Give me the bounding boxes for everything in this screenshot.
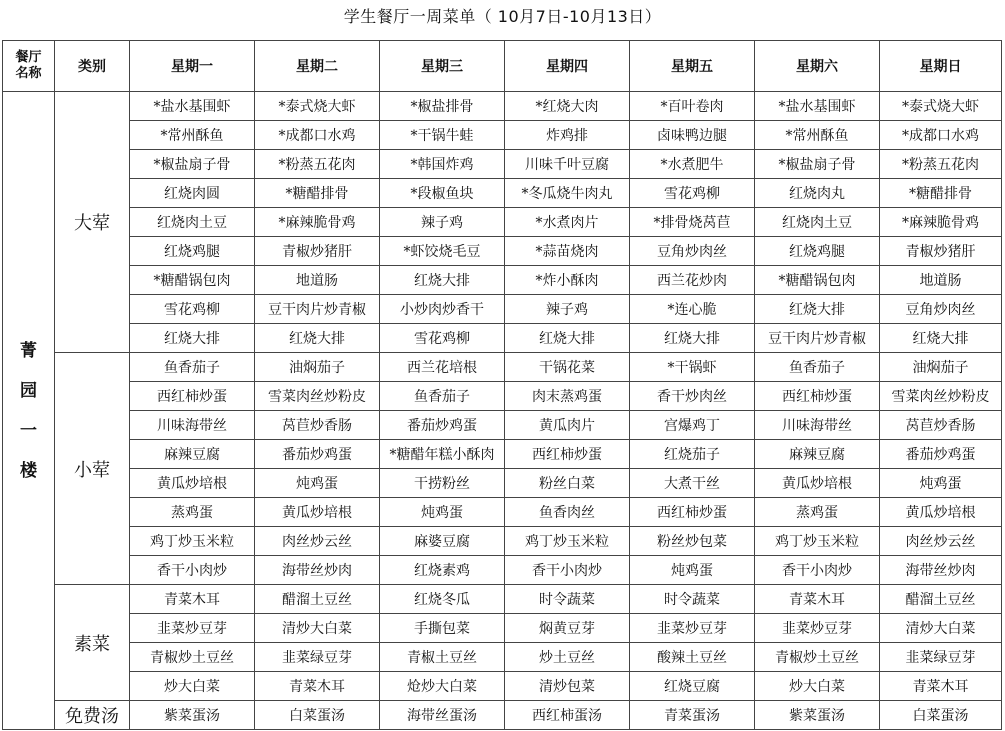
dish-cell: 雪花鸡柳 [630,179,755,208]
table-row [3,672,1002,701]
table-row [3,614,1002,643]
header-restaurant [3,41,55,92]
dish-cell: *水煮肉片 [505,208,630,237]
dish-cell: 紫菜蛋汤 [130,701,255,730]
table-row [3,266,1002,295]
dish-cell: 黄瓜炒培根 [130,469,255,498]
dish-cell: *干锅牛蛙 [380,121,505,150]
table-row [3,701,1002,730]
dish-cell: 豆角炒肉丝 [880,295,1002,324]
page-title: 学生餐厅一周菜单（ 10月7日-10月13日） [343,7,662,26]
dish-cell: *糖醋锅包肉 [130,266,255,295]
dish-cell: *虾饺烧毛豆 [380,237,505,266]
table-row [3,92,1002,121]
dish-cell: 卤味鸭边腿 [630,121,755,150]
dish-cell: *排骨烧莴苣 [630,208,755,237]
dish-cell: 油焖茄子 [880,353,1002,382]
table-row [3,353,1002,382]
dish-cell: 鸡丁炒玉米粒 [130,527,255,556]
dish-cell: 蒸鸡蛋 [755,498,880,527]
dish-cell: 粉丝白菜 [505,469,630,498]
dish-cell: 辣子鸡 [380,208,505,237]
header-day-mon: 星期一 [130,41,255,92]
dish-cell: *连心脆 [630,295,755,324]
dish-cell: 韭菜绿豆芽 [880,643,1002,672]
header-day-fri: 星期五 [630,41,755,92]
dish-cell: 豆角炒肉丝 [630,237,755,266]
dish-cell: 豆干肉片炒青椒 [755,324,880,353]
table-row [3,121,1002,150]
dish-cell: 韭菜炒豆芽 [755,614,880,643]
dish-cell: 红烧大排 [880,324,1002,353]
dish-cell: 番茄炒鸡蛋 [880,440,1002,469]
dish-cell: 清炒包菜 [505,672,630,701]
dish-cell: 海带丝蛋汤 [380,701,505,730]
dish-cell: 鱼香茄子 [130,353,255,382]
dish-cell: 鱼香茄子 [755,353,880,382]
dish-cell: *水煮肥牛 [630,150,755,179]
dish-cell: *椒盐扇子骨 [755,150,880,179]
header-day-wed: 星期三 [380,41,505,92]
dish-cell: 炝炒大白菜 [380,672,505,701]
dish-cell: 香干小肉炒 [755,556,880,585]
dish-cell: 青菜木耳 [255,672,380,701]
dish-cell: 大煮干丝 [630,469,755,498]
dish-cell: 粉丝炒包菜 [630,527,755,556]
dish-cell: *干锅虾 [630,353,755,382]
dish-cell: 红烧大排 [380,266,505,295]
dish-cell: 炸鸡排 [505,121,630,150]
dish-cell: *椒盐排骨 [380,92,505,121]
dish-cell: 豆干肉片炒青椒 [255,295,380,324]
table-row [3,527,1002,556]
category-label: 素菜 [55,585,130,701]
dish-cell: 西红柿炒蛋 [130,382,255,411]
dish-cell: 干捞粉丝 [380,469,505,498]
weekly-menu-table [2,40,1002,730]
dish-cell: 肉丝炒云丝 [255,527,380,556]
dish-cell: 黄瓜炒培根 [255,498,380,527]
dish-cell: 川味海带丝 [130,411,255,440]
dish-cell: 青菜蛋汤 [630,701,755,730]
header-category: 类别 [55,41,130,92]
dish-cell: 红烧大排 [630,324,755,353]
dish-cell: 炖鸡蛋 [255,469,380,498]
dish-cell: 西红柿蛋汤 [505,701,630,730]
dish-cell: 香干炒肉丝 [630,382,755,411]
dish-cell: 海带丝炒肉 [255,556,380,585]
dish-cell: 鸡丁炒玉米粒 [505,527,630,556]
dish-cell: 红烧肉丸 [755,179,880,208]
header-day-thu: 星期四 [505,41,630,92]
dish-cell: *成都口水鸡 [255,121,380,150]
dish-cell: 西兰花炒肉 [630,266,755,295]
dish-cell: 炒土豆丝 [505,643,630,672]
dish-cell: *常州酥鱼 [130,121,255,150]
dish-cell: *糖醋锅包肉 [755,266,880,295]
dish-cell: 红烧素鸡 [380,556,505,585]
dish-cell: 时令蔬菜 [630,585,755,614]
dish-cell: 醋溜土豆丝 [880,585,1002,614]
dish-cell: *粉蒸五花肉 [880,150,1002,179]
header-restaurant-line: 餐厅 [15,50,42,65]
dish-cell: 韭菜绿豆芽 [255,643,380,672]
dish-cell: 黄瓜炒培根 [755,469,880,498]
dish-cell: *糖醋年糕小酥肉 [380,440,505,469]
dish-cell: 炖鸡蛋 [380,498,505,527]
table-row [3,556,1002,585]
header-row [3,41,1002,92]
dish-cell: 清炒大白菜 [255,614,380,643]
dish-cell: *椒盐扇子骨 [130,150,255,179]
header-day-sun: 星期日 [880,41,1002,92]
dish-cell: 黄瓜炒培根 [880,498,1002,527]
dish-cell: 鱼香茄子 [380,382,505,411]
dish-cell: 雪菜肉丝炒粉皮 [255,382,380,411]
dish-cell: *蒜苗烧肉 [505,237,630,266]
restaurant-name-char: 一 [20,420,37,441]
dish-cell: 手撕包菜 [380,614,505,643]
dish-cell: 宫爆鸡丁 [630,411,755,440]
restaurant-name-char: 菁 [20,340,37,361]
table-row [3,440,1002,469]
dish-cell: 海带丝炒肉 [880,556,1002,585]
dish-cell: 青椒炒土豆丝 [755,643,880,672]
table-row [3,643,1002,672]
dish-cell: 雪菜肉丝炒粉皮 [880,382,1002,411]
dish-cell: 青椒土豆丝 [380,643,505,672]
dish-cell: 莴苣炒香肠 [880,411,1002,440]
dish-cell: *百叶卷肉 [630,92,755,121]
dish-cell: 焖黄豆芽 [505,614,630,643]
dish-cell: 番茄炒鸡蛋 [255,440,380,469]
restaurant-name-char: 园 [20,380,37,401]
dish-cell: *泰式烧大虾 [880,92,1002,121]
dish-cell: *冬瓜烧牛肉丸 [505,179,630,208]
table-row [3,179,1002,208]
dish-cell: 红烧大排 [130,324,255,353]
dish-cell: 红烧茄子 [630,440,755,469]
dish-cell: 鸡丁炒玉米粒 [755,527,880,556]
dish-cell: 川味海带丝 [755,411,880,440]
dish-cell: 地道肠 [255,266,380,295]
dish-cell: *成都口水鸡 [880,121,1002,150]
dish-cell: 醋溜土豆丝 [255,585,380,614]
header-restaurant-line: 名称 [15,66,42,81]
table-row [3,295,1002,324]
dish-cell: 韭菜炒豆芽 [130,614,255,643]
dish-cell: 干锅花菜 [505,353,630,382]
dish-cell: 炒大白菜 [130,672,255,701]
dish-cell: 肉丝炒云丝 [880,527,1002,556]
category-label: 小荤 [55,353,130,585]
dish-cell: 红烧大排 [255,324,380,353]
table-row [3,585,1002,614]
header-day-tue: 星期二 [255,41,380,92]
dish-cell: 香干小肉炒 [130,556,255,585]
category-label: 免费汤 [55,701,130,730]
dish-cell: 炖鸡蛋 [880,469,1002,498]
dish-cell: 红烧肉圆 [130,179,255,208]
dish-cell: *糖醋排骨 [880,179,1002,208]
dish-cell: 油焖茄子 [255,353,380,382]
dish-cell: 麻婆豆腐 [380,527,505,556]
dish-cell: *粉蒸五花肉 [255,150,380,179]
dish-cell: 香干小肉炒 [505,556,630,585]
dish-cell: 小炒肉炒香干 [380,295,505,324]
table-row [3,208,1002,237]
dish-cell: *糖醋排骨 [255,179,380,208]
dish-cell: 红烧肉土豆 [130,208,255,237]
dish-cell: 蒸鸡蛋 [130,498,255,527]
table-row [3,150,1002,179]
dish-cell: 青椒炒猪肝 [880,237,1002,266]
dish-cell: 炖鸡蛋 [630,556,755,585]
dish-cell: 鱼香肉丝 [505,498,630,527]
dish-cell: *麻辣脆骨鸡 [255,208,380,237]
dish-cell: 红烧鸡腿 [755,237,880,266]
menu-body [3,92,1002,730]
dish-cell: 酸辣土豆丝 [630,643,755,672]
table-row [3,469,1002,498]
dish-cell: *段椒鱼块 [380,179,505,208]
dish-cell: *红烧大肉 [505,92,630,121]
dish-cell: 炒大白菜 [755,672,880,701]
dish-cell: 雪花鸡柳 [380,324,505,353]
dish-cell: 清炒大白菜 [880,614,1002,643]
dish-cell: 西红柿炒蛋 [630,498,755,527]
restaurant-name [3,92,55,730]
dish-cell: 青椒炒猪肝 [255,237,380,266]
dish-cell: *炸小酥肉 [505,266,630,295]
dish-cell: 雪花鸡柳 [130,295,255,324]
dish-cell: 时令蔬菜 [505,585,630,614]
table-row [3,324,1002,353]
dish-cell: *常州酥鱼 [755,121,880,150]
dish-cell: 青菜木耳 [880,672,1002,701]
dish-cell: 番茄炒鸡蛋 [380,411,505,440]
dish-cell: 黄瓜肉片 [505,411,630,440]
dish-cell: 红烧大排 [755,295,880,324]
dish-cell: 西兰花培根 [380,353,505,382]
dish-cell: 青菜木耳 [755,585,880,614]
dish-cell: 麻辣豆腐 [130,440,255,469]
dish-cell: 川味千叶豆腐 [505,150,630,179]
table-row [3,382,1002,411]
dish-cell: 青椒炒土豆丝 [130,643,255,672]
dish-cell: 红烧冬瓜 [380,585,505,614]
dish-cell: 白菜蛋汤 [255,701,380,730]
table-row [3,411,1002,440]
dish-cell: 辣子鸡 [505,295,630,324]
dish-cell: 莴苣炒香肠 [255,411,380,440]
header-day-sat: 星期六 [755,41,880,92]
dish-cell: 肉末蒸鸡蛋 [505,382,630,411]
dish-cell: 韭菜炒豆芽 [630,614,755,643]
dish-cell: 白菜蛋汤 [880,701,1002,730]
table-row [3,498,1002,527]
table-row [3,237,1002,266]
category-label: 大荤 [55,92,130,353]
dish-cell: 西红柿炒蛋 [755,382,880,411]
dish-cell: 地道肠 [880,266,1002,295]
dish-cell: 红烧鸡腿 [130,237,255,266]
dish-cell: 青菜木耳 [130,585,255,614]
restaurant-name-char: 楼 [20,460,37,481]
dish-cell: *泰式烧大虾 [255,92,380,121]
dish-cell: 红烧肉土豆 [755,208,880,237]
dish-cell: 紫菜蛋汤 [755,701,880,730]
dish-cell: 红烧豆腐 [630,672,755,701]
dish-cell: *盐水基围虾 [130,92,255,121]
dish-cell: *韩国炸鸡 [380,150,505,179]
dish-cell: 西红柿炒蛋 [505,440,630,469]
dish-cell: 红烧大排 [505,324,630,353]
dish-cell: 麻辣豆腐 [755,440,880,469]
dish-cell: *麻辣脆骨鸡 [880,208,1002,237]
dish-cell: *盐水基围虾 [755,92,880,121]
